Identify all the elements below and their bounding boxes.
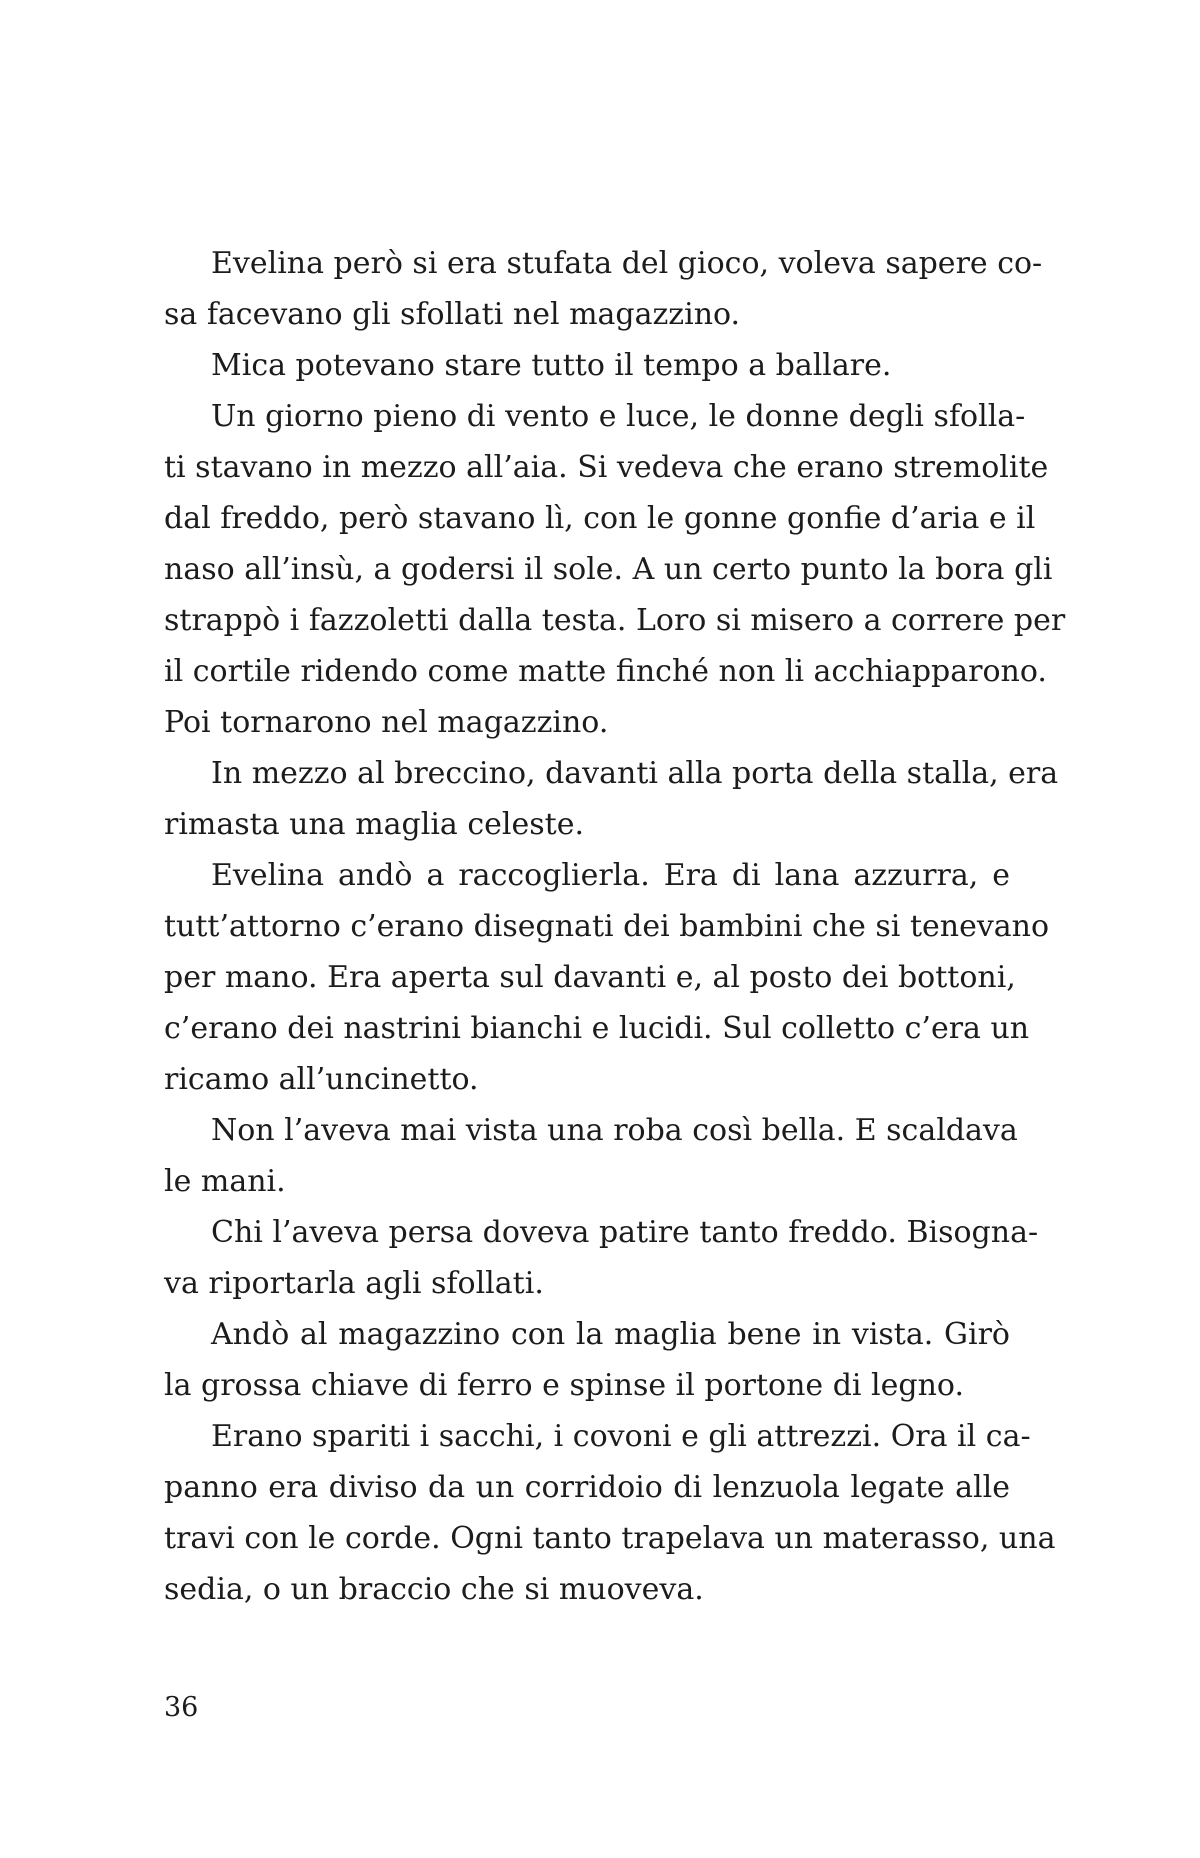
paragraph-line: per mano. Era aperta sul davanti e, al posto dei bottoni, (164, 960, 1016, 995)
paragraph-first-line: Evelina però si era stufata del gioco, voleva sapere co- (211, 246, 1043, 281)
paragraph-first-line: In mezzo al breccino, davanti alla porta della stalla, era (211, 756, 1059, 791)
paragraph-first-line: Erano spariti i sacchi, i covoni e gli attrezzi. Ora il ca- (211, 1419, 1031, 1454)
paragraph-line: naso all’insù, a godersi il sole. A un certo punto la bora gli (164, 552, 1053, 587)
paragraph-line: dal freddo, però stavano lì, con le gonne gonfie d’aria e il (164, 501, 1036, 536)
paragraph-line: panno era diviso da un corridoio di lenzuola legate alle (164, 1470, 1010, 1505)
paragraph-first-line: Chi l’aveva persa doveva patire tanto freddo. Bisogna- (211, 1215, 1039, 1250)
paragraph-line: le mani. (164, 1164, 286, 1199)
paragraph-line: va riportarla agli sfollati. (164, 1266, 544, 1301)
paragraph-line: rimasta una maglia celeste. (164, 807, 584, 842)
page-number: 36 (164, 1692, 199, 1723)
paragraph-line: ricamo all’uncinetto. (164, 1062, 479, 1097)
paragraph-line: strappò i fazzoletti dalla testa. Loro si misero a correre per (164, 603, 1066, 638)
paragraph-line: Poi tornarono nel magazzino. (164, 705, 609, 740)
paragraph-line: ti stavano in mezzo all’aia. Si vedeva che erano stremolite (164, 450, 1049, 485)
paragraph-line: il cortile ridendo come matte finché non li acchiapparono. (164, 654, 1047, 689)
paragraph-line: tutt’attorno c’erano disegnati dei bambini che si tenevano (164, 909, 1050, 944)
body-text (164, 238, 1066, 1615)
paragraph-line: sedia, o un braccio che si muoveva. (164, 1572, 704, 1607)
paragraph-line: sa facevano gli sfollati nel magazzino. (164, 297, 741, 332)
paragraph-first-line: Evelina andò a raccoglierla. Era di lana azzurra, e (211, 858, 1010, 893)
paragraph-line: la grossa chiave di ferro e spinse il portone di legno. (164, 1368, 964, 1403)
paragraph-first-line: Un giorno pieno di vento e luce, le donne degli sfolla- (211, 399, 1026, 434)
paragraph-first-line: Andò al magazzino con la maglia bene in vista. Girò (211, 1317, 1010, 1352)
paragraph-first-line: Mica potevano stare tutto il tempo a ballare. (211, 348, 892, 383)
paragraph-line: travi con le corde. Ogni tanto trapelava un materasso, una (164, 1521, 1056, 1556)
paragraph-first-line: Non l’aveva mai vista una roba così bella. E scaldava (211, 1113, 1018, 1148)
paragraph-line: c’erano dei nastrini bianchi e lucidi. Sul colletto c’era un (164, 1011, 1030, 1046)
